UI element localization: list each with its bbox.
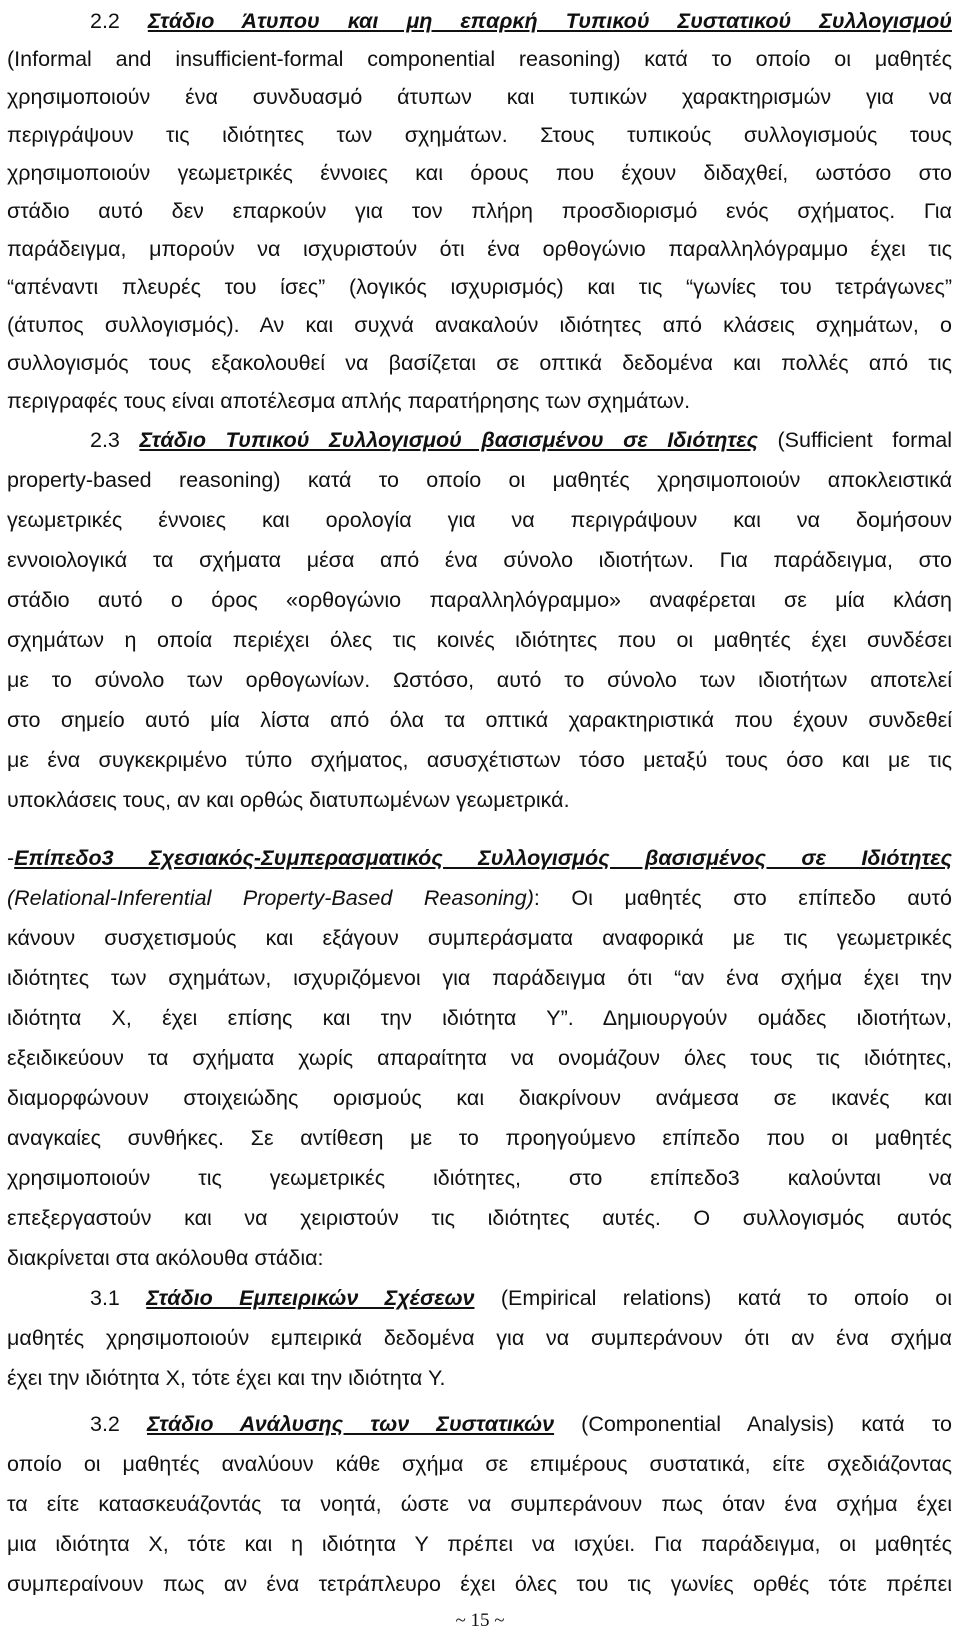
p2-line-8: στο σημείο αυτό μία λίστα από όλα τα οπτικά χαρακτηριστικά που έχουν συνδεθεί	[7, 708, 952, 732]
p1-line-2: (Informal and insufficient-formal componential reasoning) κατά το οποίο οι μαθητές	[7, 47, 952, 71]
p5-line-4: μια ιδιότητα Χ, τότε και η ιδιότητα Υ πρέπει να ισχύει. Για παράδειγμα, οι μαθητές	[7, 1532, 952, 1556]
p2-line-1	[90, 419, 952, 461]
p1-line-5: χρησιμοποιούν γεωμετρικές έννοιες και όρους που έχουν διδαχθεί, ωστόσο στο	[7, 161, 952, 185]
p1-line-6: στάδιο αυτό δεν επαρκούν για τον πλήρη προσδιορισμό ενός σχήματος. Για	[7, 199, 952, 223]
p1-line-4: περιγράψουν τις ιδιότητες των σχημάτων. Στους τυπικούς συλλογισμούς τους	[7, 123, 952, 147]
section-english-term: (Componential Analysis) κατά το	[554, 1412, 952, 1436]
section-title: Στάδιο Άτυπου και μη επαρκή Τυπικού Συστατικού Συλλογισμού	[147, 9, 952, 33]
p4-line-3: έχει την ιδιότητα Χ, τότε έχει και την ιδιότητα Υ.	[7, 1366, 446, 1390]
p2-line-4: εννοιολογικά τα σχήματα μέσα από ένα σύνολο ιδιοτήτων. Για παράδειγμα, στο	[7, 548, 952, 572]
p3-line-3: κάνουν συσχετισμούς και εξάγουν συμπεράσματα αναφορικά με τις γεωμετρικές	[7, 926, 952, 950]
section-number: 3.1	[90, 1286, 147, 1310]
p4-line-1	[90, 1277, 952, 1319]
p2-line-2: property-based reasoning) κατά το οποίο οι μαθητές χρησιμοποιούν αποκλειστικά	[7, 468, 952, 492]
p1-line-1	[90, 0, 952, 42]
level-english-term: (Relational-Inferential Property-Based Reasoning)	[7, 886, 534, 910]
p3-line-1	[7, 837, 952, 879]
p3-line-11: διακρίνεται στα ακόλουθα στάδια:	[7, 1246, 324, 1270]
section-number: 2.3	[90, 428, 140, 452]
p3-line-9: χρησιμοποιούν τις γεωμετρικές ιδιότητες, στο επίπεδο3 καλούνται να	[7, 1166, 952, 1190]
section-english-term: (Sufficient formal	[757, 428, 952, 452]
p1-line-11: περιγραφές τους είναι αποτέλεσμα απλής παρατήρησης των σχημάτων.	[7, 389, 691, 413]
p3-line-7: διαμορφώνουν στοιχειώδης ορισμούς και διακρίνουν ανάμεσα σε ικανές και	[7, 1086, 952, 1110]
p3-line-4: ιδιότητες των σχημάτων, ισχυριζόμενοι για παράδειγμα ότι “αν ένα σχήμα έχει την	[7, 966, 952, 990]
p5-line-5: συμπεραίνουν πως αν ένα τετράπλευρο έχει όλες του τις γωνίες ορθές τότε πρέπει	[7, 1572, 952, 1596]
p3-line-6: εξειδικεύουν τα σχήματα χωρίς απαραίτητα να ονομάζουν όλες τους τις ιδιότητες,	[7, 1046, 952, 1070]
p3-line-8: αναγκαίες συνθήκες. Σε αντίθεση με το προηγούμενο επίπεδο που οι μαθητές	[7, 1126, 952, 1150]
section-title: Στάδιο Εμπειρικών Σχέσεων	[146, 1286, 475, 1310]
p1-line-8: “απέναντι πλευρές του ίσες” (λογικός ισχυρισμός) και τις “γωνίες του τετράγωνες”	[7, 275, 952, 299]
p5-line-2: οποίο οι μαθητές αναλύουν κάθε σχήμα σε επιμέρους συστατικά, είτε σχεδιάζοντας	[7, 1452, 952, 1476]
p3-line-2	[7, 877, 952, 919]
p2-line-6: σχημάτων η οποία περιέχει όλες τις κοινές ιδιότητες που οι μαθητές έχει συνδέσει	[7, 628, 952, 652]
section-number: 3.2	[90, 1412, 147, 1436]
p2-line-5: στάδιο αυτό ο όρος «ορθογώνιο παραλληλόγραμμο» αναφέρεται σε μία κλάση	[7, 588, 952, 612]
p1-line-3: χρησιμοποιούν ένα συνδυασμό άτυπων και τυπικών χαρακτηρισμών για να	[7, 85, 952, 109]
p3-line-10: επεξεργαστούν και να χειριστούν τις ιδιότητες αυτές. Ο συλλογισμός αυτός	[7, 1206, 952, 1230]
p3-line-5: ιδιότητα Χ, έχει επίσης και την ιδιότητα Υ”. Δημιουργούν ομάδες ιδιοτήτων,	[7, 1006, 952, 1030]
p2-line-3: γεωμετρικές έννοιες και ορολογία για να περιγράψουν και να δομήσουν	[7, 508, 952, 532]
p1-line-7: παράδειγμα, μπορούν να ισχυριστούν ότι ένα ορθογώνιο παραλληλόγραμμο έχει τις	[7, 237, 952, 261]
page-number: ~ 15 ~	[455, 1610, 505, 1631]
p1-line-9: (άτυπος συλλογισμός). Αν και συχνά ανακαλούν ιδιότητες από κλάσεις σχημάτων, ο	[7, 313, 952, 337]
p2-line-9: με ένα συγκεκριμένο τύπο σχήματος, ασυσχέτιστων τόσο μεταξύ τους όσο και με τις	[7, 748, 952, 772]
level-title: Επίπεδο3 Σχεσιακός-Συμπερασματικός Συλλογισμός βασισμένος σε Ιδιότητες	[14, 846, 952, 870]
p5-line-1	[90, 1403, 952, 1445]
section-title: Στάδιο Τυπικού Συλλογισμού βασισμένου σε Ιδιότητες	[139, 428, 758, 452]
section-english-term: (Empirical relations) κατά το οποίο οι	[474, 1286, 952, 1310]
section-title: Στάδιο Ανάλυσης των Συστατικών	[146, 1412, 555, 1436]
level-dash: -	[7, 846, 15, 870]
section-number: 2.2	[90, 9, 148, 33]
p1-line-10: συλλογισμός τους εξακολουθεί να βασίζεται σε οπτικά δεδομένα και πολλές από τις	[7, 351, 952, 375]
p4-line-2: μαθητές χρησιμοποιούν εμπειρικά δεδομένα για να συμπεράνουν ότι αν ένα σχήμα	[7, 1326, 952, 1350]
level-intro-text: : Οι μαθητές στο επίπεδο αυτό	[533, 886, 952, 910]
p2-line-10: υποκλάσεις τους, αν και ορθώς διατυπωμένων γεωμετρικά.	[7, 788, 570, 812]
p2-line-7: με το σύνολο των ορθογωνίων. Ωστόσο, αυτό το σύνολο των ιδιοτήτων αποτελεί	[7, 668, 952, 692]
p5-line-3: τα είτε κατασκευάζοντάς τα νοητά, ώστε να συμπεράνουν πως όταν ένα σχήμα έχει	[7, 1492, 952, 1516]
